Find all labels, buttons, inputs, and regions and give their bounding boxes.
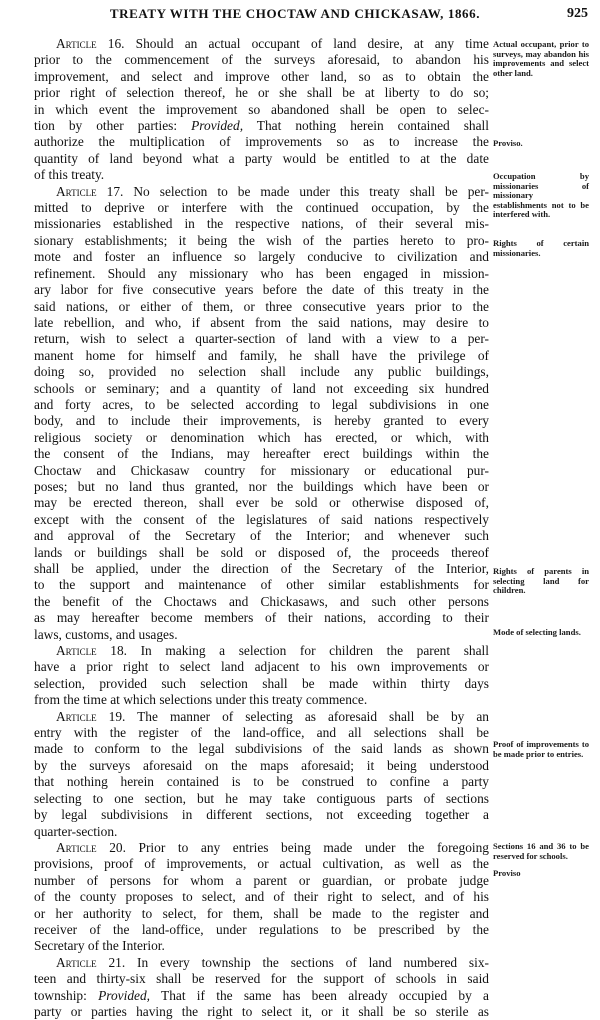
- text-line: or her authority to select, for them, shall be made to the register and: [34, 905, 489, 921]
- text-line: have a prior right to select land adjacent to his own improvements or: [34, 659, 489, 675]
- line-text: That if the same has been already occupied by a: [150, 987, 489, 1003]
- text-line: sionary establishments; it being the wish of the parties hereto to pro-: [34, 232, 489, 248]
- text-line: missionaries established in the respective nations, of their several mis-: [34, 216, 489, 232]
- running-header: [0, 6, 600, 26]
- article-number: Article 21.: [56, 954, 126, 970]
- text-line: [34, 118, 489, 134]
- text-line: provisions, proof of improvements, or actual cultivation, as well as the: [34, 856, 489, 872]
- line-text: In making a selection for children the parent shall: [126, 643, 489, 659]
- text-line: made to conform to the legal subdivisions of the said lands as shown: [34, 741, 489, 757]
- italic-proviso: Provided,: [191, 118, 244, 134]
- article-number: Article 19.: [56, 708, 126, 724]
- text-line: party or parties having the right to select it, or it shall be so sterile as: [34, 1003, 489, 1019]
- text-line: schools or seminary; and a quantity of land not exceeding six hundred: [34, 380, 489, 396]
- text-line: from the time at which selections under this treaty commence.: [34, 692, 368, 708]
- text-line: refinement. Should any missionary who has been engaged in mission-: [34, 265, 489, 281]
- line-text: Should an actual occupant of land desire, at any time: [124, 36, 489, 51]
- text-line: mote and foster an influence so largely conducive to civilization and: [34, 249, 489, 265]
- margin-note-proof-of-improvements: Proof of improvements to be made prior to entries.: [493, 739, 589, 759]
- text-line: Secretary of the Interior.: [34, 938, 165, 954]
- text-line: improvement, and select and improve other land, so as to obtain the: [34, 68, 489, 84]
- text-line: the consent of the Indians, may hereafter erect buildings within the: [34, 446, 489, 462]
- text-line: and approval of the Secretary of the Interior; and whenever such: [34, 528, 489, 544]
- text-line: quantity of land beyond what a party would be entitled to at the date: [34, 150, 489, 166]
- text-line: shall be applied, under the direction of the Secretary of the Interior,: [34, 561, 489, 576]
- text-line: teen and thirty-six shall be reserved for the support of schools in said: [34, 971, 489, 987]
- text-line: poses; but no land thus granted, nor the buildings which have been or: [34, 478, 489, 494]
- line-text: tion by other parties:: [34, 118, 192, 134]
- margin-note-missionary-rights: Rights of certain missionaries.: [493, 238, 589, 258]
- text-line: and forty acres, to be selected according to legal subdivisions in one: [34, 396, 489, 412]
- text-line: late rebellion, and who, if absent from the said nations, may desire to: [34, 314, 489, 330]
- text-line: said nations, or either of them, or three consecutive years prior to the: [34, 298, 489, 314]
- text-line: doing so, provided no selection shall include any public buildings,: [34, 364, 489, 380]
- text-line: by the surveys aforesaid on the maps aforesaid; it being understood: [34, 757, 489, 773]
- margin-note-proviso: Proviso.: [493, 138, 523, 148]
- line-text: The manner of selecting as aforesaid shall be by an: [125, 708, 490, 724]
- text-line: prior right of selection thereof, he or she shall be at liberty to do so;: [34, 85, 489, 101]
- line-text: In every township the sections of land numbered six-: [125, 954, 489, 970]
- text-line: manent home for himself and family, he shall have the privilege of: [34, 347, 489, 363]
- article-number: Article 17.: [56, 183, 124, 199]
- margin-note-parents-rights: Rights of parents in selecting land for children.: [493, 566, 589, 596]
- margin-note-school-sections: Sections 16 and 36 to be reserved for schools.: [493, 841, 589, 861]
- text-line: religious society or denomination which has erected, or which, with: [34, 429, 489, 445]
- text-line: [34, 709, 489, 725]
- text-line: authorize the multiplication of improvements so as to increase the: [34, 134, 489, 150]
- text-line: of this treaty.: [34, 167, 105, 183]
- text-line: mitted to deprive or interfere with the continued occupation, by the: [34, 200, 489, 216]
- text-line: selecting to one section, but he may take contiguous parts of sections: [34, 790, 489, 806]
- text-line: [34, 955, 489, 971]
- text-line: quarter-section.: [34, 823, 118, 839]
- text-line: [34, 840, 489, 856]
- text-line: of the county proposes to select, and of their right to select, and of his: [34, 889, 489, 905]
- text-line: except with the consent of the legislatures of said nations respectively: [34, 511, 489, 527]
- article-number: Article 18.: [56, 643, 127, 659]
- line-text: township:: [34, 987, 99, 1003]
- text-line: Choctaw and Chickasaw country for missionary or educational pur-: [34, 462, 489, 478]
- line-text: No selection to be made under this treaty shall be per-: [123, 183, 489, 199]
- text-line: [34, 988, 489, 1004]
- line-text: Prior to any entries being made under the foregoing: [125, 839, 489, 855]
- text-line: as may hereafter become members of their nations, according to their: [34, 610, 489, 626]
- margin-note-proviso-2: Proviso: [493, 868, 521, 878]
- text-line: return, wish to select a quarter-section of land with a view to a per-: [34, 331, 489, 347]
- text-line: number of persons for whom a parent or guardian, or probate judge: [34, 872, 489, 888]
- text-line: lands or buildings shall be sold or disposed of, the proceeds thereof: [34, 544, 489, 560]
- page-title: TREATY WITH THE CHOCTAW AND CHICKASAW, 1866.: [109, 6, 481, 21]
- text-line: [34, 643, 489, 659]
- text-line: to the support and maintenance of other similar establishments for: [34, 577, 489, 593]
- text-line: by legal subdivisions in different sections, not exceeding together a: [34, 807, 489, 823]
- margin-note-mode-of-selecting: Mode of selecting lands.: [493, 627, 581, 637]
- text-line: may be erected thereon, shall ever be sold or otherwise disposed of,: [34, 495, 489, 511]
- article-number: Article 16.: [56, 36, 125, 51]
- text-line: that nothing herein contained is to be construed to confine a party: [34, 774, 489, 790]
- text-line: the benefit of the Choctaws and Chickasaws, and such other persons: [34, 593, 489, 609]
- article-number: Article 20.: [56, 839, 126, 855]
- text-line: body, and to include their improvements, is hereby granted to every: [34, 413, 489, 429]
- text-line: in which event the improvement so abandoned shall be open to selec-: [34, 101, 489, 117]
- line-text: That nothing herein contained shall: [243, 118, 489, 134]
- text-line: receiver of the land-office, under regulations to be prescribed by the: [34, 921, 489, 937]
- margin-note-actual-occupant: Actual occupant, prior to surveys, may abandon his improvements and select other land.: [493, 39, 589, 78]
- text-line: [34, 184, 489, 200]
- text-line: prior to the commencement of the surveys aforesaid, to abandon his: [34, 52, 489, 68]
- text-line: [34, 36, 489, 52]
- text-line: selection, provided such selection shall be made within thirty days: [34, 675, 489, 691]
- margin-note-missionary-occupation: Occupation by missionaries of missionary establishments not to be interfered with.: [493, 171, 589, 220]
- text-line: ary labor for five consecutive years before the date of this treaty in the: [34, 282, 489, 298]
- italic-proviso: Provided,: [98, 987, 151, 1003]
- treaty-body-text: [34, 36, 489, 1020]
- text-line: laws, customs, and usages.: [34, 626, 178, 642]
- page-number: 925: [567, 6, 588, 21]
- text-line: entry with the register of the land-office, and all selections shall be: [34, 725, 489, 741]
